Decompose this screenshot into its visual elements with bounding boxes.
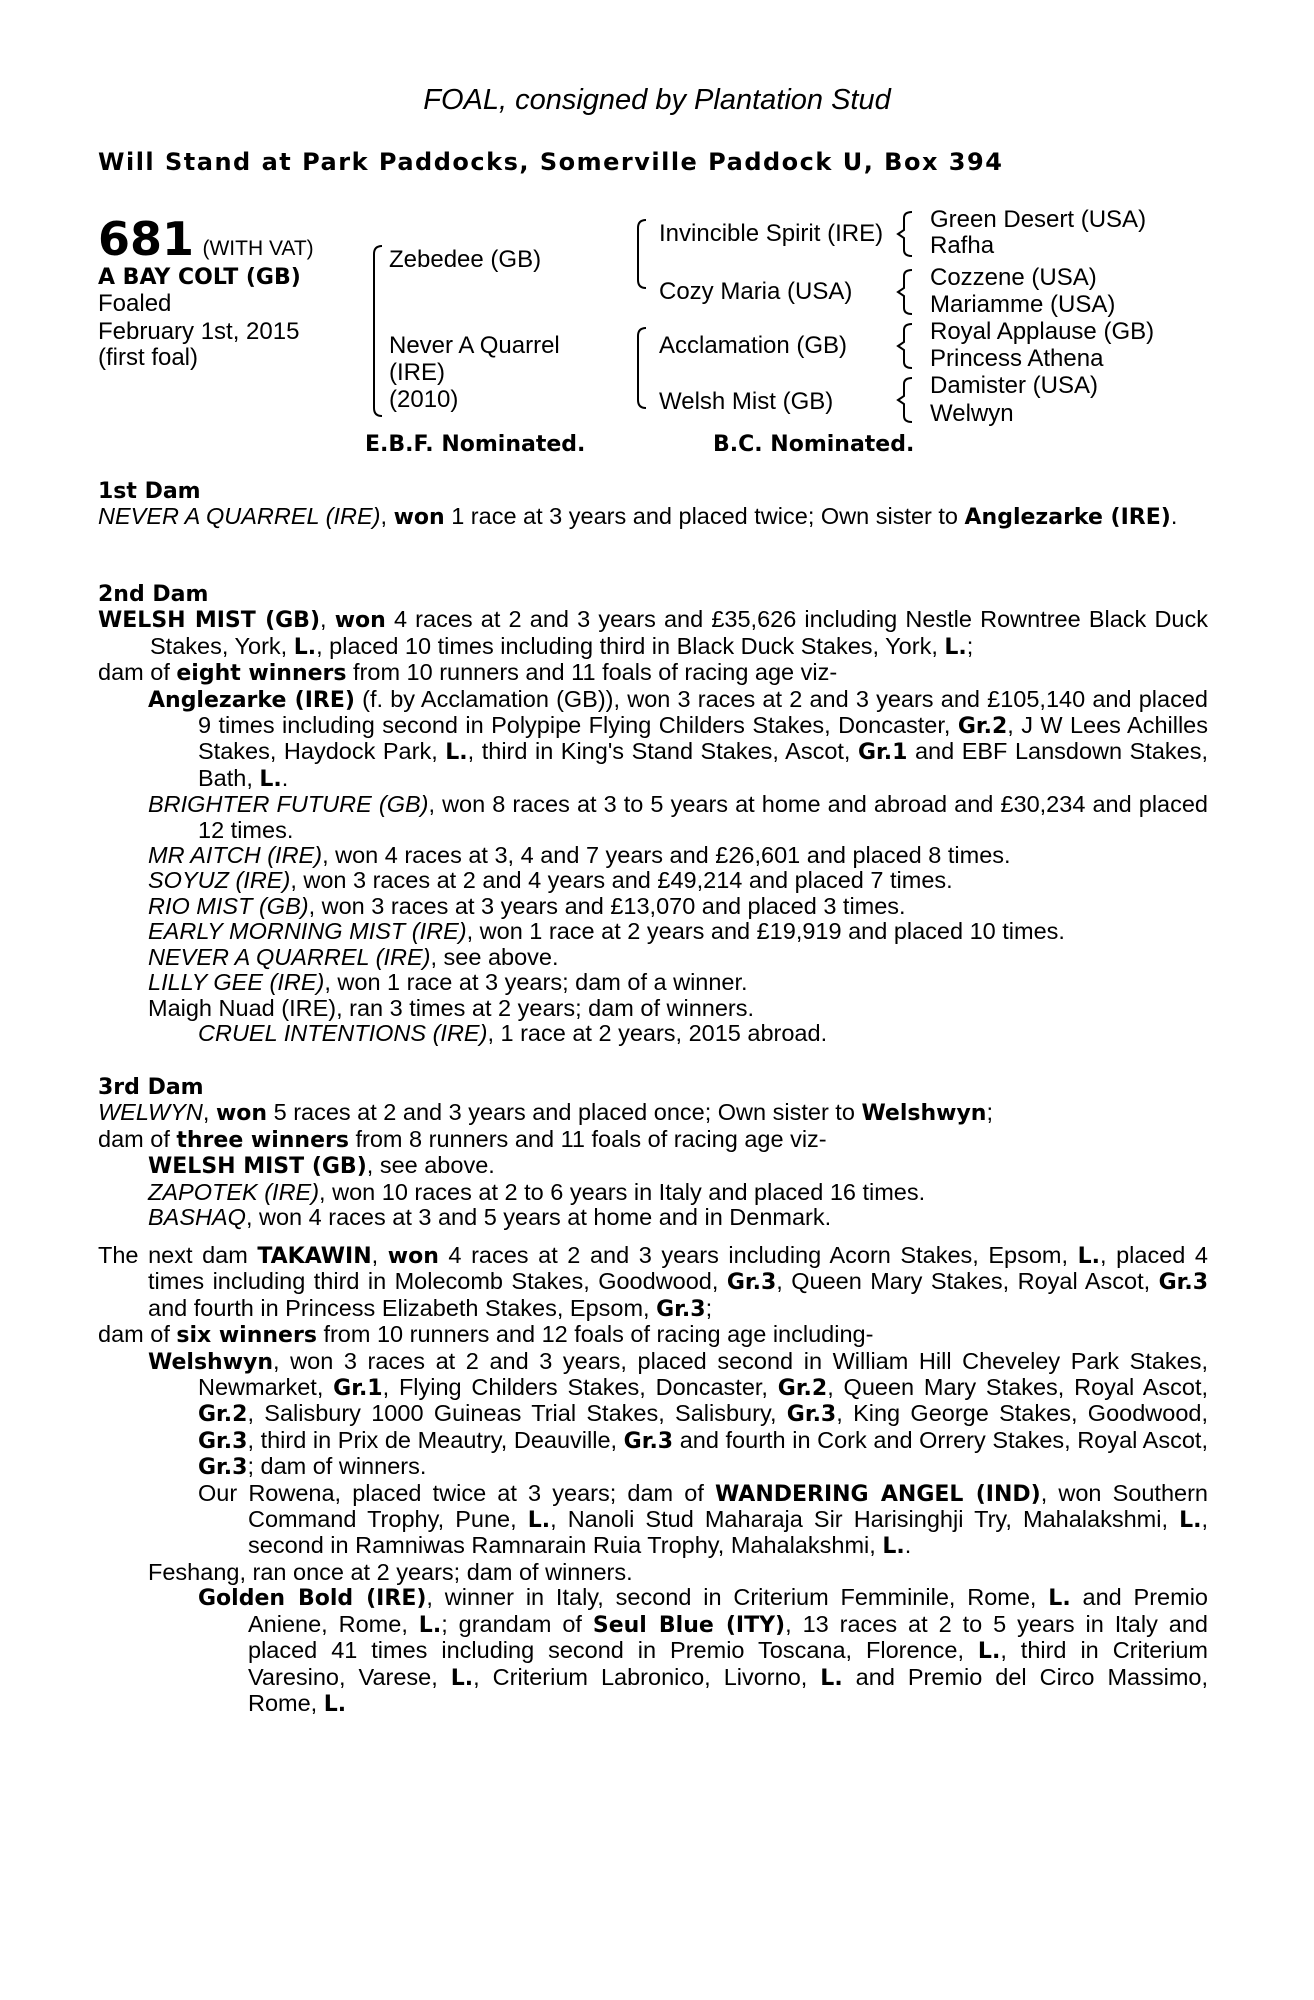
text: and fourth in Princess Elizabeth Stakes, Epsom,: [148, 1294, 657, 1321]
runner-name: RIO MIST (GB): [148, 892, 309, 919]
second-dam-section: [98, 582, 1208, 1046]
runner-text: , won 10 races at 2 to 6 years in Italy and placed 16 times.: [319, 1178, 926, 1205]
runner-line: [98, 792, 1208, 843]
runner-text: , won 1 race at 2 years and £19,919 and placed 10 times.: [466, 918, 1065, 945]
text: dam of: [98, 659, 177, 686]
foaled-date: February 1st, 2015: [98, 318, 300, 345]
sire-dam-name: Cozy Maria (USA): [659, 278, 853, 305]
dam-dam-name: Welsh Mist (GB): [659, 388, 834, 415]
listed-mark: L.: [977, 1639, 1001, 1665]
second-dam-text: WELSH MIST (GB), won 4 races at 2 and 3 years and £35,626 including Nestle Rowntree Black Duck Stakes, York, L., placed 10 times including third in Black Duck Stakes, York, L.;: [98, 606, 1208, 660]
ggp-0: Green Desert (USA): [930, 206, 1147, 233]
brace-ggp1: [896, 210, 918, 260]
listed-mark: L.: [527, 1508, 551, 1534]
sire-sire-name: Invincible Spirit (IRE): [659, 220, 884, 247]
ggp-4: Royal Applause (GB): [930, 318, 1155, 345]
text: Our Rowena, placed twice at 3 years; dam of: [198, 1479, 716, 1506]
runner-name: BRIGHTER FUTURE (GB): [148, 791, 429, 818]
runner-name: SOYUZ (IRE): [148, 867, 291, 894]
text: , won Southern Command Trophy, Pune,: [248, 1479, 1208, 1533]
runner-line: [98, 843, 1208, 868]
text: 5 races at 2 and 3 years and placed once; Own sister to: [267, 1099, 862, 1126]
first-dam-heading: 1st Dam: [98, 479, 201, 504]
listed-mark: L.: [1048, 1586, 1071, 1612]
runner-text: , won 3 races at 2 and 4 years and £49,214 and placed 7 times.: [290, 867, 953, 894]
listed-mark: L.: [944, 634, 967, 660]
third-dam-text: WELWYN, won 5 races at 2 and 3 years and placed once; Own sister to Welshwyn;: [98, 1099, 993, 1127]
brace-ggp2: [896, 268, 918, 318]
runner-text: , won 1 race at 3 years; dam of a winner.: [324, 969, 748, 996]
group-mark: Gr.1: [333, 1376, 383, 1402]
text: from 10 runners and 11 foals of racing age viz-: [346, 659, 838, 686]
text: , third in Prix de Meautry, Deauville,: [247, 1426, 624, 1453]
listed-mark: L.: [418, 1612, 442, 1638]
text: ; dam of winners.: [247, 1453, 427, 1480]
text: , winner in Italy, second in Criterium Femminile, Rome,: [426, 1584, 1049, 1611]
text: dam of: [98, 1125, 177, 1152]
runner-line: [98, 1205, 1208, 1230]
text: , Queen Mary Stakes, Royal Ascot,: [776, 1268, 1159, 1295]
text: (f. by Acclamation (GB)), won 3 races at 2 and 3 years and £105,140 and placed 9 times including second in Polypipe Flying Childers Stakes, Doncaster,: [198, 685, 1208, 739]
brace-ggp3: [896, 322, 918, 372]
runner-name: WANDERING ANGEL (IND): [715, 1481, 1041, 1507]
group-mark: Gr.3: [623, 1428, 674, 1454]
text: ; grandam of: [441, 1610, 593, 1637]
text: , J W Lees Achilles Stakes, Haydock Park,: [198, 712, 1208, 765]
runner-name: Golden Bold (IRE): [198, 1586, 427, 1612]
group-mark: Gr.3: [656, 1296, 706, 1322]
lot-number: 681: [98, 212, 195, 266]
second-dam-heading: 2nd Dam: [98, 582, 209, 607]
foal-note: (first foal): [98, 344, 199, 371]
listed-mark: L.: [882, 1534, 905, 1560]
text: 1 race at 3 years and placed twice; Own sister to: [444, 503, 965, 530]
ggp-1: Rafha: [930, 232, 995, 259]
text: dam of: [98, 1321, 177, 1348]
third-dam-heading: 3rd Dam: [98, 1075, 204, 1100]
runner-name: Anglezarke (IRE): [148, 687, 355, 713]
runner-maigh-nuad: Maigh Nuad (IRE), ran 3 times at 2 years; dam of winners.: [148, 994, 755, 1021]
text: from 10 runners and 12 foals of racing age including-: [316, 1321, 874, 1348]
grandson-name: Seul Blue (ITY): [592, 1612, 786, 1638]
stand-location: Will Stand at Park Paddocks, Somerville Paddock U, Box 394: [98, 148, 1004, 176]
dam-name-line3: (2010): [389, 386, 459, 413]
ggp-5: Princess Athena: [930, 345, 1104, 372]
runner-text: , won 4 races at 3 and 5 years at home and in Denmark.: [245, 1204, 832, 1231]
third-dam-section: [98, 1075, 1208, 1230]
ggp-7: Welwyn: [930, 400, 1014, 427]
text: The next dam: [98, 1242, 258, 1268]
runner-name: LILLY GEE (IRE): [148, 969, 325, 996]
runner-name: Welshwyn: [148, 1349, 274, 1375]
listed-mark: L.: [323, 1691, 347, 1717]
bc-nominated: B.C. Nominated.: [713, 432, 915, 457]
runner-name: NEVER A QUARREL (IRE): [148, 943, 431, 970]
winners-count: three winners: [176, 1127, 349, 1153]
runner-line: [98, 894, 1208, 919]
winners-count: six winners: [176, 1323, 317, 1349]
text: , Queen Mary Stakes, Royal Ascot,: [827, 1374, 1208, 1401]
dam-sire-brace: [632, 326, 652, 410]
runner-name: MR AITCH (IRE): [148, 842, 323, 869]
group-mark: Gr.3: [726, 1270, 777, 1296]
foaled-label: Foaled: [98, 290, 172, 317]
text: , Criterium Labronico, Livorno,: [473, 1663, 821, 1690]
runner-name: EARLY MORNING MIST (IRE): [148, 918, 467, 945]
text: and Premio Aniene, Rome,: [248, 1584, 1208, 1637]
third-dam-produce-summary: [98, 1127, 1208, 1153]
listed-mark: L.: [445, 740, 468, 766]
text: 4 races at 2 and 3 years including Acorn Stakes, Epsom,: [438, 1242, 1078, 1268]
runner-text: , won 8 races at 3 to 5 years at home and abroad and £30,234 and placed 12 times.: [198, 791, 1208, 843]
text: , Salisbury 1000 Guineas Trial Stakes, Salisbury,: [247, 1400, 787, 1427]
runner-line: [98, 1180, 1208, 1205]
punct: .: [904, 1532, 912, 1559]
dam-sire-name: Acclamation (GB): [659, 332, 848, 359]
text: , won 3 races at 2 and 3 years, placed second in William Hill Cheveley Park Stakes, Newmarket,: [198, 1347, 1208, 1401]
sister-name: Anglezarke (IRE): [964, 505, 1171, 531]
runner-feshang: Feshang, ran once at 2 years; dam of winners.: [148, 1558, 633, 1585]
dam-name-line1: Never A Quarrel: [389, 332, 560, 359]
ggp-3: Mariamme (USA): [930, 291, 1116, 318]
runner-line: [98, 919, 1208, 944]
ggp-2: Cozzene (USA): [930, 264, 1097, 291]
runner-line: [98, 945, 1208, 970]
listed-mark: L.: [293, 634, 317, 660]
runner-text: , see above.: [366, 1152, 495, 1179]
punct: .: [1170, 503, 1178, 530]
sire-brace: [368, 244, 388, 418]
group-mark: Gr.3: [1158, 1270, 1208, 1296]
runner-text: , won 3 races at 3 years and £13,070 and placed 3 times.: [308, 892, 906, 919]
runner-our-rowena: [98, 1481, 1208, 1560]
group-mark: Gr.2: [777, 1376, 828, 1402]
text: , placed 4 times including third in Molecomb Stakes, Goodwood,: [148, 1242, 1208, 1295]
text: and fourth in Cork and Orrery Stakes, Royal Ascot,: [673, 1426, 1208, 1453]
sire-name: Zebedee (GB): [389, 246, 542, 273]
winners-count: eight winners: [176, 661, 347, 687]
text: , King George Stakes, Goodwood,: [836, 1400, 1208, 1427]
text: , Flying Childers Stakes, Doncaster,: [382, 1374, 778, 1401]
text: , second in Ramniwas Ramnarain Ruia Trophy, Mahalakshmi,: [248, 1506, 1208, 1559]
listed-mark: L.: [820, 1665, 843, 1691]
text: , placed 10 times including third in Black Duck Stakes, York,: [316, 632, 945, 659]
won-label: won: [215, 1101, 268, 1127]
text: , Nanoli Stud Maharaja Sir Harisinghji Try, Mahalakshmi,: [550, 1506, 1180, 1533]
runner-text: , see above.: [430, 943, 559, 970]
runner-name: WELSH MIST (GB): [148, 1154, 367, 1180]
vat-note: (WITH VAT): [202, 237, 314, 260]
group-mark: Gr.1: [858, 740, 908, 766]
dam-name: TAKAWIN: [257, 1244, 372, 1269]
group-mark: Gr.2: [957, 714, 1008, 740]
page-title: FOAL, consigned by Plantation Stud: [423, 84, 891, 116]
runner-line: [98, 868, 1208, 893]
next-dam-text: The next dam TAKAWIN, won 4 races at 2 and 3 years including Acorn Stakes, Epsom, L., placed 4 times including third in Molecomb Stakes, Goodwood, Gr.3, Queen Mary Stakes, Royal Ascot, Gr.3 and fourth in Princess Elizabeth Stakes, Epsom, Gr.3;: [98, 1242, 1208, 1322]
text: and Premio del Circo Massimo, Rome,: [248, 1663, 1209, 1716]
listed-mark: L.: [259, 766, 282, 792]
runner-text: , won 4 races at 3, 4 and 7 years and £26,601 and placed 8 times.: [322, 842, 1011, 869]
punct: ;: [966, 632, 974, 659]
runner-cruel-intentions: [98, 1021, 1208, 1046]
text: from 8 runners and 11 foals of racing age viz-: [348, 1125, 827, 1152]
runner-line: [98, 1153, 1208, 1179]
listed-mark: L.: [1077, 1244, 1100, 1269]
sire-sire-brace: [632, 218, 652, 290]
group-mark: Gr.3: [198, 1428, 248, 1454]
dam-name-line2: (IRE): [389, 359, 445, 386]
listed-mark: L.: [1179, 1508, 1202, 1534]
group-mark: Gr.2: [198, 1402, 248, 1428]
first-dam-text: NEVER A QUARREL (IRE), won 1 race at 3 years and placed twice; Own sister to Anglezarke (IRE).: [98, 503, 1178, 531]
next-dam-section: [98, 1243, 1208, 1717]
text: and EBF Lansdown Stakes, Bath,: [198, 738, 1208, 791]
listed-mark: L.: [450, 1665, 474, 1691]
text: , 13 races at 2 to 5 years in Italy and placed 41 times including second in Premio Toscana, Florence,: [248, 1610, 1208, 1664]
group-mark: Gr.3: [786, 1402, 837, 1428]
text: 4 races at 2 and 3 years and £35,626 including Nestle Rowntree Black Duck Stakes, York,: [150, 606, 1208, 659]
text: , third in King's Stand Stakes, Ascot,: [467, 738, 858, 765]
lot-description: A BAY COLT (GB): [98, 265, 301, 290]
sister-name: Welshwyn: [861, 1101, 987, 1127]
runner-golden-bold: [98, 1585, 1208, 1717]
won-label: won: [387, 1244, 439, 1269]
runner-name: ZAPOTEK (IRE): [148, 1178, 320, 1205]
runner-welshwyn: [98, 1349, 1208, 1481]
ebf-nominated: E.B.F. Nominated.: [365, 432, 586, 457]
ggp-6: Damister (USA): [930, 372, 1099, 399]
runner-name: CRUEL INTENTIONS (IRE): [198, 1019, 488, 1046]
punct: ;: [986, 1099, 993, 1126]
text: , third in Criterium Varesino, Varese,: [248, 1637, 1208, 1690]
next-dam-produce-summary: [98, 1322, 1208, 1348]
first-dam-section: [98, 479, 1208, 531]
runner-anglezarke: [98, 687, 1208, 793]
lot-number-line: [98, 212, 314, 266]
punct: .: [281, 764, 289, 791]
dam-name: WELSH MIST (GB): [98, 608, 321, 634]
runner-text: , 1 race at 2 years, 2015 abroad.: [487, 1019, 828, 1046]
won-label: won: [393, 505, 445, 531]
brace-ggp4: [896, 376, 918, 426]
dam-name: WELWYN: [98, 1099, 203, 1126]
punct: ;: [705, 1294, 713, 1321]
second-dam-produce-summary: [98, 660, 1208, 686]
runner-name: BASHAQ: [148, 1204, 246, 1231]
group-mark: Gr.3: [198, 1455, 248, 1481]
runner-line: [98, 970, 1208, 995]
won-label: won: [334, 608, 386, 634]
dam-name: NEVER A QUARREL (IRE): [98, 503, 381, 530]
